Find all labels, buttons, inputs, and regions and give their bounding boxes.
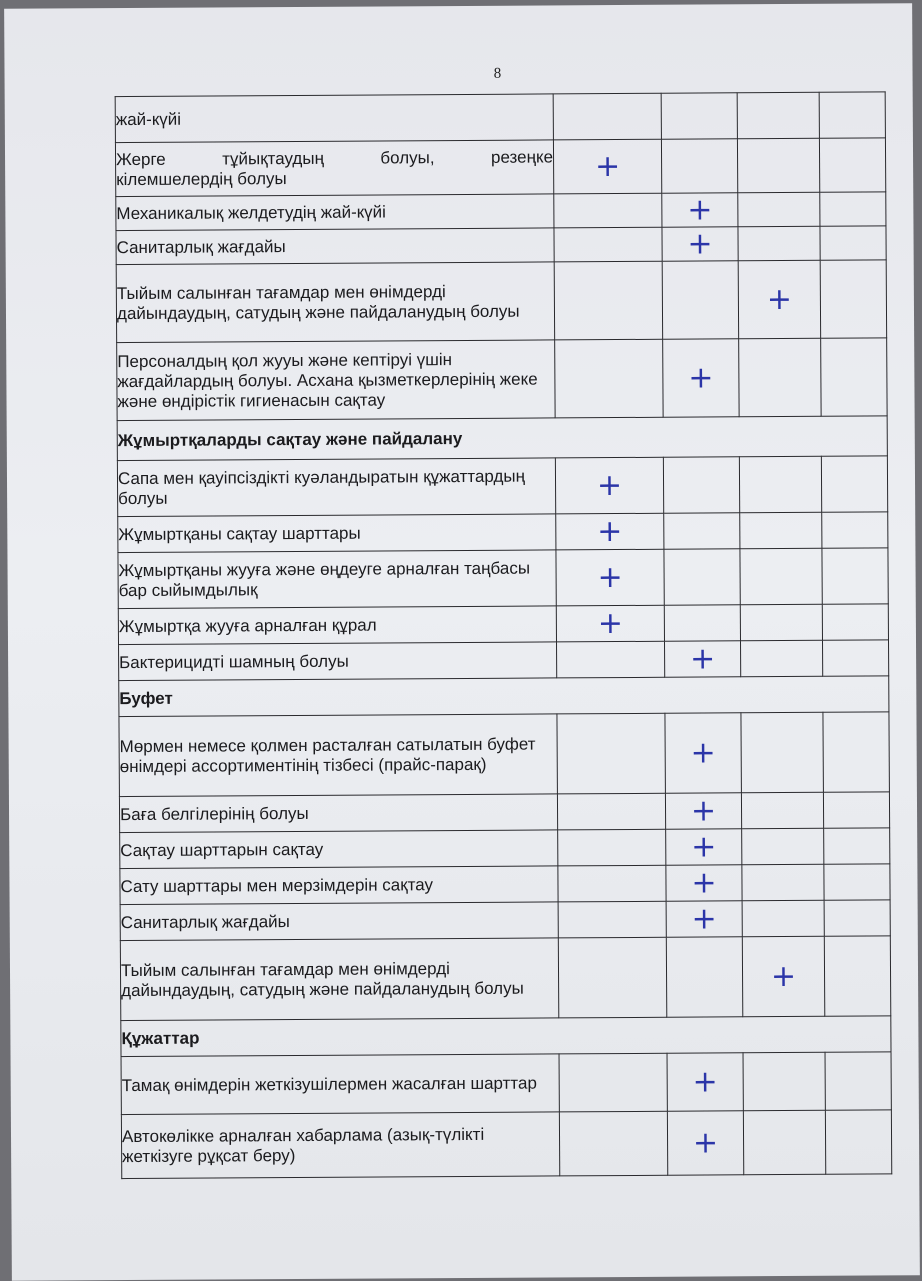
section-title: Буфет <box>119 676 889 717</box>
section-header-row <box>119 676 889 717</box>
table-row <box>119 792 889 833</box>
mark-cell-4 <box>822 640 888 676</box>
table-row <box>120 864 890 905</box>
mark-cell-4 <box>823 792 889 828</box>
table-row <box>116 226 886 265</box>
table-row <box>118 512 888 553</box>
table-row <box>117 338 887 421</box>
table-row <box>115 92 885 143</box>
mark-cell-1: + <box>556 513 664 550</box>
row-label: Механикалық желдетудің жай-күйі <box>116 194 554 231</box>
mark-cell-1: + <box>553 139 661 194</box>
table-row <box>120 936 890 1021</box>
mark-cell-3 <box>738 192 820 227</box>
mark-cell-3 <box>741 792 823 829</box>
mark-cell-4 <box>824 864 890 900</box>
table-row <box>120 900 890 941</box>
row-label: Баға белгілерінің болуы <box>119 794 557 833</box>
mark-cell-3 <box>737 92 819 139</box>
mark-cell-2: + <box>667 1111 743 1175</box>
mark-cell-3 <box>740 512 822 549</box>
section-header-row <box>117 416 887 461</box>
row-label-line: кілемшелердің болуы <box>116 168 287 189</box>
mark-cell-2: + <box>665 713 741 793</box>
mark-cell-4 <box>825 1110 891 1174</box>
mark-cell-2 <box>661 93 737 139</box>
mark-cell-1 <box>558 901 666 938</box>
row-label: Санитарлық жағдайы <box>116 228 554 265</box>
mark-cell-3 <box>739 338 821 416</box>
mark-cell-4 <box>819 92 885 138</box>
mark-cell-1 <box>554 261 662 340</box>
row-label: Персоналдың қол жууы және кептіруі үшін жағдайлардың болуы. Асхана қызметкерлерінің жеке және өндірістік гигиенасын сақтау <box>117 340 555 421</box>
mark-cell-3 <box>740 548 822 604</box>
row-label: Жұмыртқаны сақтау шарттары <box>118 514 556 553</box>
mark-cell-3 <box>737 138 819 192</box>
section-header-row <box>121 1016 891 1057</box>
mark-cell-1 <box>555 339 663 418</box>
table-row <box>119 712 889 797</box>
mark-cell-1 <box>554 227 662 262</box>
mark-cell-4 <box>821 456 887 512</box>
document-page <box>4 3 920 1281</box>
mark-cell-3 <box>743 1052 825 1110</box>
mark-cell-4 <box>821 338 887 416</box>
mark-cell-4 <box>822 512 888 548</box>
mark-cell-2 <box>664 605 740 641</box>
mark-cell-2: + <box>664 641 740 677</box>
mark-cell-3 <box>742 900 824 937</box>
mark-cell-2: + <box>665 793 741 829</box>
mark-cell-1 <box>559 1111 667 1176</box>
row-label: Сақтау шарттарын сақтау <box>120 830 558 869</box>
checklist-table <box>115 91 893 1179</box>
row-label: Мөрмен немесе қолмен расталған сатылатын буфет өнімдері ассортиментінің тізбесі (прайс-парақ) <box>119 714 557 797</box>
mark-cell-4 <box>822 604 888 640</box>
table-row <box>119 640 889 681</box>
row-label: Тамақ өнімдерін жеткізушілермен жасалған шарттар <box>121 1054 559 1115</box>
mark-cell-4 <box>820 192 886 226</box>
mark-cell-1 <box>557 641 665 678</box>
mark-cell-4 <box>825 1052 891 1110</box>
mark-cell-2 <box>661 139 737 193</box>
mark-cell-1 <box>558 865 666 902</box>
mark-cell-1 <box>557 713 665 794</box>
mark-cell-4 <box>824 936 890 1016</box>
table-row <box>120 828 890 869</box>
mark-cell-2: + <box>662 227 738 261</box>
table-row <box>121 1110 891 1179</box>
mark-cell-1 <box>558 937 666 1018</box>
table-row <box>116 192 886 231</box>
row-label: Жұмыртқаны жууға және өңдеуге арналған таңбасы бар сыйымдылық <box>118 550 556 609</box>
mark-cell-2: + <box>666 901 742 937</box>
mark-cell-2 <box>662 261 738 339</box>
mark-cell-3 <box>741 712 823 792</box>
mark-cell-2: + <box>666 829 742 865</box>
mark-cell-3 <box>740 604 822 641</box>
mark-cell-2: + <box>662 193 738 227</box>
mark-cell-4 <box>824 828 890 864</box>
table-row <box>118 548 888 609</box>
mark-cell-3 <box>738 226 820 261</box>
mark-cell-2 <box>664 513 740 549</box>
section-title: Құжаттар <box>121 1016 891 1057</box>
table-row <box>118 604 888 645</box>
mark-cell-3 <box>742 828 824 865</box>
mark-cell-2 <box>664 549 740 605</box>
table-row <box>115 138 885 197</box>
mark-cell-2: + <box>667 1053 743 1111</box>
mark-cell-1 <box>559 1053 667 1112</box>
mark-cell-1: + <box>556 605 664 642</box>
row-label: Бактерицидті шамның болуы <box>119 642 557 681</box>
mark-cell-3 <box>740 640 822 677</box>
row-label <box>115 140 553 197</box>
row-label: Автокөлікке арналған хабарлама (азық-түлікті жеткізуге рұқсат беру) <box>121 1112 559 1179</box>
mark-cell-4 <box>822 548 888 604</box>
mark-cell-1 <box>554 193 662 228</box>
mark-cell-4 <box>820 226 886 260</box>
mark-cell-3 <box>739 456 821 512</box>
mark-cell-4 <box>819 138 885 192</box>
mark-cell-4 <box>820 260 886 338</box>
page-number: 8 <box>493 65 502 82</box>
mark-cell-3: + <box>742 936 824 1016</box>
row-label: Санитарлық жағдайы <box>120 902 558 941</box>
row-label-line: Жерге тұйықтаудың болуы, резеңке <box>115 146 554 169</box>
mark-cell-3 <box>742 864 824 901</box>
mark-cell-2: + <box>663 339 739 417</box>
mark-cell-1: + <box>556 549 664 606</box>
row-label: жай-күйі <box>115 94 553 143</box>
mark-cell-1 <box>557 793 665 830</box>
mark-cell-4 <box>823 712 889 792</box>
row-label: Тыйым салынған тағамдар мен өнімдерді дайындаудың, сатудың және пайдаланудың болуы <box>116 262 554 343</box>
table-row <box>116 260 886 343</box>
row-label: Жұмыртқа жууға арналған құрал <box>118 606 556 645</box>
mark-cell-3 <box>743 1110 825 1174</box>
row-label: Сапа мен қауіпсіздікті куәландыратын құжаттардың болуы <box>117 458 555 517</box>
table-row <box>121 1052 891 1115</box>
mark-cell-1 <box>553 93 661 140</box>
mark-cell-1: + <box>555 457 663 514</box>
table-row <box>117 456 887 517</box>
mark-cell-2: + <box>666 865 742 901</box>
mark-cell-2 <box>666 937 742 1017</box>
row-label: Тыйым салынған тағамдар мен өнімдерді дайындаудың, сатудың және пайдаланудың болуы <box>120 938 558 1021</box>
mark-cell-1 <box>558 829 666 866</box>
row-label: Сату шарттары мен мерзімдерін сақтау <box>120 866 558 905</box>
mark-cell-4 <box>824 900 890 936</box>
mark-cell-2 <box>663 457 739 513</box>
section-title: Жұмыртқаларды сақтау және пайдалану <box>117 416 887 461</box>
mark-cell-3: + <box>738 260 820 338</box>
